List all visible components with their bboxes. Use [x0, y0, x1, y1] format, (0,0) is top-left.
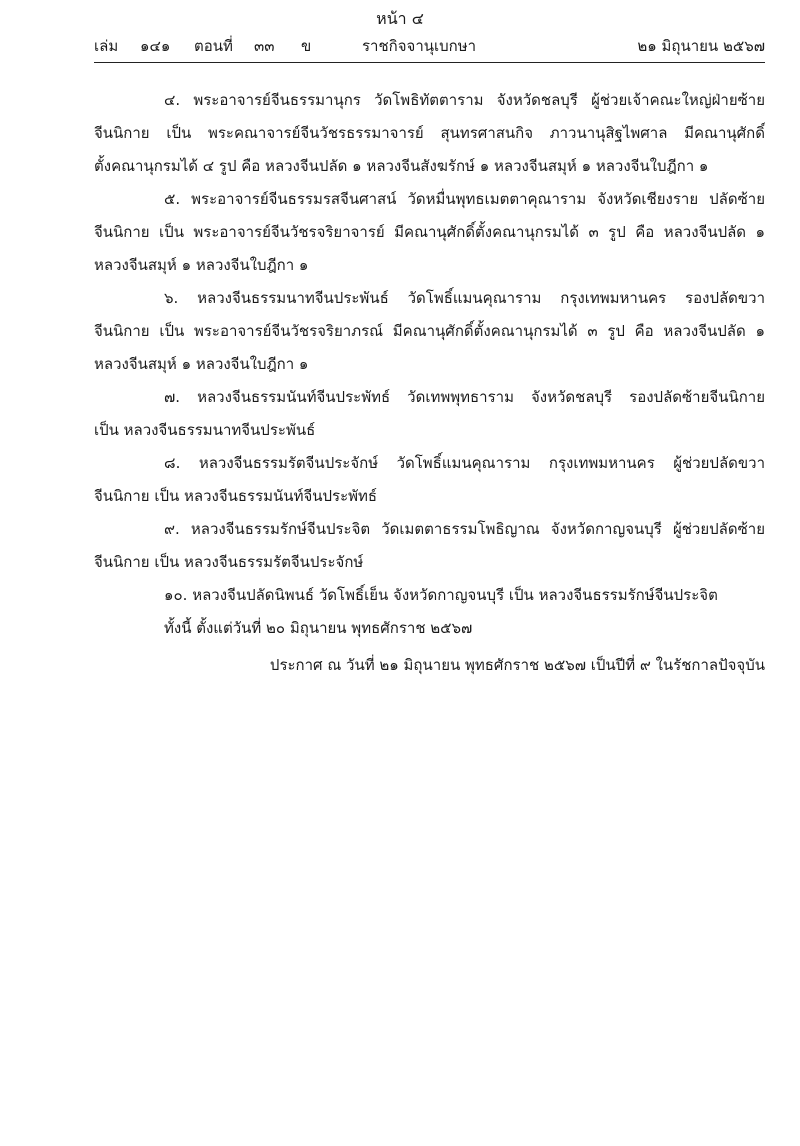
- volume-label: เล่ม: [94, 37, 119, 55]
- paragraph-line: ๕. พระอาจารย์จีนธรรมรสจีนศาสน์ วัดหมื่นพุทธเมตตาคุณาราม จังหวัดเชียงราย ปลัดซ้าย: [164, 190, 765, 208]
- paragraph-line: เป็น หลวงจีนธรรมนาทจีนประพันธ์: [94, 421, 316, 439]
- paragraph-line: ๘. หลวงจีนธรรมรัตจีนประจักษ์ วัดโพธิ์แมนคุณาราม กรุงเทพมหานคร ผู้ช่วยปลัดขวา: [164, 454, 765, 472]
- paragraph-item-9: [94, 513, 765, 579]
- paragraph-item-4: [94, 84, 765, 183]
- paragraph-line: จีนนิกาย เป็น พระอาจารย์จีนวัชรจริยาจารย์ มีคณานุศักดิ์ตั้งคณานุกรมได้ ๓ รูป คือ หลวงจีนปลัด ๑: [94, 223, 765, 241]
- paragraph-item-6: [94, 282, 765, 381]
- paragraph-item-8: [94, 447, 765, 513]
- paragraph-line: ๗. หลวงจีนธรรมนันท์จีนประพัทธ์ วัดเทพพุทธาราม จังหวัดชลบุรี รองปลัดซ้ายจีนนิกาย: [164, 388, 765, 406]
- paragraph-line: ๖. หลวงจีนธรรมนาทจีนประพันธ์ วัดโพธิ์แมนคุณาราม กรุงเทพมหานคร รองปลัดขวา: [164, 289, 765, 307]
- paragraph-line: ทั้งนี้ ตั้งแต่วันที่ ๒๐ มิถุนายน พุทธศักราช ๒๕๖๗: [164, 619, 473, 637]
- proclamation-line: ประกาศ ณ วันที่ ๒๑ มิถุนายน พุทธศักราช ๒๕๖๗ เป็นปีที่ ๙ ในรัชกาลปัจจุบัน: [269, 656, 765, 674]
- paragraph-line: ๔. พระอาจารย์จีนธรรมานุกร วัดโพธิทัตตาราม จังหวัดชลบุรี ผู้ช่วยเจ้าคณะใหญ่ฝ่ายซ้าย: [164, 91, 765, 109]
- paragraph-item-5: [94, 183, 765, 282]
- document-body: [94, 84, 765, 645]
- header-divider: [94, 62, 765, 63]
- paragraph-line: จีนนิกาย เป็น พระอาจารย์จีนวัชรจริยาภรณ์ มีคณานุศักดิ์ตั้งคณานุกรมได้ ๓ รูป คือ หลวงจีนปลัด ๑: [94, 322, 765, 340]
- paragraph-line: จีนนิกาย เป็น หลวงจีนธรรมนันท์จีนประพัทธ์: [94, 487, 378, 505]
- section-label: ตอนที่: [194, 37, 233, 55]
- paragraph-line: ๙. หลวงจีนธรรมรักษ์จีนประจิต วัดเมตตาธรรมโพธิญาณ จังหวัดกาญจนบุรี ผู้ช่วยปลัดซ้าย: [164, 520, 765, 538]
- paragraph-item-10: [94, 579, 765, 612]
- gazette-name: ราชกิจจานุเบกษา: [362, 37, 477, 55]
- paragraph-line: หลวงจีนสมุห์ ๑ หลวงจีนใบฎีกา ๑: [94, 256, 309, 274]
- paragraph-item-7: [94, 381, 765, 447]
- gazette-date: ๒๑ มิถุนายน ๒๕๖๗: [637, 37, 765, 55]
- paragraph-line: ตั้งคณานุกรมได้ ๔ รูป คือ หลวงจีนปลัด ๑ หลวงจีนสังฆรักษ์ ๑ หลวงจีนสมุห์ ๑ หลวงจีนใบฎีกา ๑: [94, 157, 709, 175]
- section-number: ๓๓: [254, 37, 275, 55]
- paragraph-line: จีนนิกาย เป็น พระคณาจารย์จีนวัชรธรรมาจารย์ สุนทรศาสนกิจ ภาวนานุสิฐไพศาล มีคณานุศักดิ์: [94, 124, 765, 142]
- volume-number: ๑๔๑: [140, 37, 171, 55]
- paragraph-line: หลวงจีนสมุห์ ๑ หลวงจีนใบฎีกา ๑: [94, 355, 309, 373]
- paragraph-effective-date: [94, 612, 765, 645]
- page-number: หน้า ๔: [376, 9, 424, 28]
- paragraph-line: จีนนิกาย เป็น หลวงจีนธรรมรัตจีนประจักษ์: [94, 553, 364, 571]
- paragraph-line: ๑๐. หลวงจีนปลัดนิพนธ์ วัดโพธิ์เย็น จังหวัดกาญจนบุรี เป็น หลวงจีนธรรมรักษ์จีนประจิต: [164, 586, 718, 604]
- gazette-header: [94, 35, 765, 59]
- section-type: ข: [301, 37, 312, 55]
